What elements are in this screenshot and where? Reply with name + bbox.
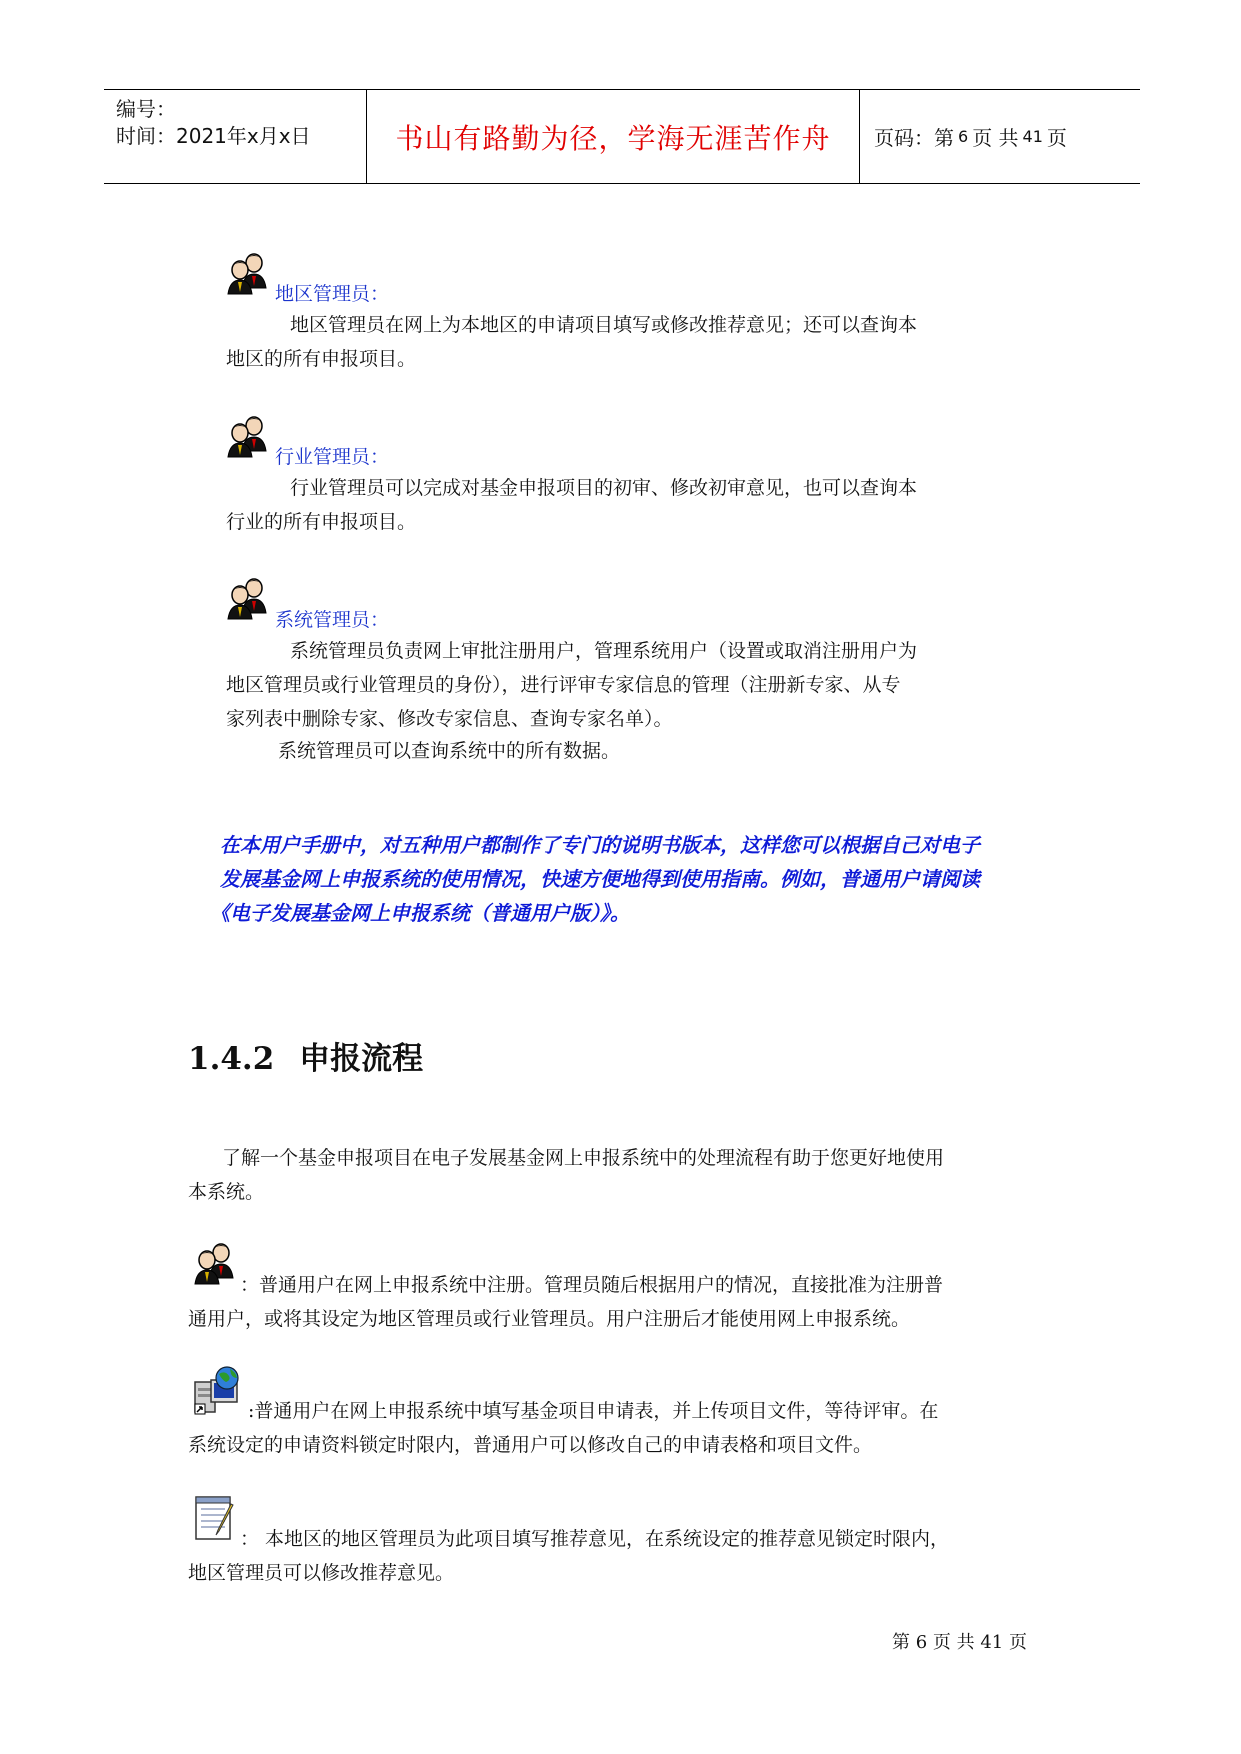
role-extra-line: 系统管理员可以查询系统中的所有数据。 (278, 740, 621, 762)
page-suffix: 页 (1046, 126, 1067, 150)
motto-text: 书山有路勤为径，学海无涯苦作舟 (395, 121, 831, 155)
header-meta-cell (104, 90, 366, 183)
header-motto-cell (366, 90, 860, 183)
page-header (104, 89, 1140, 184)
role-desc-line: 地区管理员或行业管理员的身份），进行评审专家信息的管理（注册新专家、从专 (226, 674, 901, 696)
role-desc-line: 家列表中删除专家、修改专家信息、查询专家名单）。 (226, 708, 673, 730)
doc-time-label: 时间：2021年x月x日 (116, 124, 311, 148)
role-desc-line: 行业管理员可以完成对基金申报项目的初审、修改初审意见，也可以查询本 (290, 477, 918, 499)
role-desc-line: 地区的所有申报项目。 (226, 348, 417, 370)
step-line: ： 本地区的地区管理员为此项目填写推荐意见，在系统设定的推荐意见锁定时限内， (240, 1528, 950, 1550)
page-prefix: 页码：第 (874, 126, 954, 150)
step-line: 通用户，或将其设定为地区管理员或行业管理员。用户注册后才能使用网上申报系统。 (188, 1308, 911, 1330)
users-icon (226, 575, 270, 623)
role-desc-line: 地区管理员在网上为本地区的申请项目填写或修改推荐意见；还可以查询本 (290, 314, 918, 336)
step-line: 系统设定的申请资料锁定时限内，普通用户可以修改自己的申请表格和项目文件。 (188, 1434, 873, 1456)
page-footer: 第 6 页 共 41 页 (892, 1632, 1027, 1653)
section-heading (188, 1033, 423, 1078)
page-mid: 页 共 (972, 126, 1019, 150)
note-line: 发展基金网上申报系统的使用情况，快速方便地得到使用指南。例如，普通用户请阅读 (220, 867, 980, 891)
role-title-system-admin: 系统管理员： (275, 609, 390, 631)
section-number: 1.4.2 (188, 1041, 275, 1077)
role-desc-line: 行业的所有申报项目。 (226, 511, 417, 533)
note-line: 《电子发展基金网上申报系统（普通用户版）》。 (210, 901, 630, 925)
role-title-industry-admin: 行业管理员： (275, 446, 390, 468)
note-line: 在本用户手册中，对五种用户都制作了专门的说明书版本，这样您可以根据自己对电子 (220, 833, 980, 857)
intro-line: 了解一个基金申报项目在电子发展基金网上申报系统中的处理流程有助于您更好地使用 (222, 1147, 945, 1169)
users-icon (226, 413, 270, 461)
page-number: 6 (958, 127, 969, 146)
computer-globe-icon (193, 1366, 245, 1416)
doc-number-label: 编号： (116, 97, 176, 121)
users-icon (193, 1240, 237, 1288)
role-desc-line: 系统管理员负责网上审批注册用户，管理系统用户（设置或取消注册用户为 (290, 640, 918, 662)
section-title: 申报流程 (299, 1041, 424, 1077)
step-line: :普通用户在网上申报系统中填写基金项目申请表，并上传项目文件，等待评审。在 (248, 1400, 939, 1422)
users-icon (226, 250, 270, 298)
notepad-pen-icon (193, 1493, 239, 1543)
intro-line: 本系统。 (188, 1181, 265, 1203)
step-line: ：普通用户在网上申报系统中注册。管理员随后根据用户的情况，直接批准为注册普 (240, 1274, 944, 1296)
header-page-cell (860, 90, 1140, 183)
step-line: 地区管理员可以修改推荐意见。 (188, 1562, 455, 1584)
role-title-region-admin: 地区管理员： (275, 283, 390, 305)
page-total: 41 (1022, 127, 1043, 146)
